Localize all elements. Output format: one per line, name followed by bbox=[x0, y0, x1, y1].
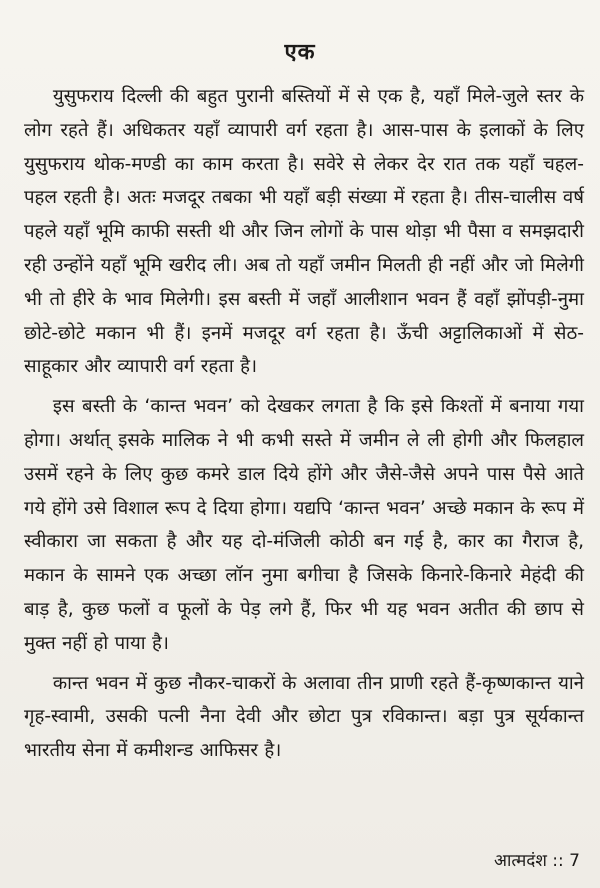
footer-separator: :: bbox=[552, 851, 564, 871]
paragraph-1: युसुफराय दिल्ली की बहुत पुरानी बस्तियों में से एक है, यहाँ मिले-जुले स्तर के लोग रहते हैं। अधिकतर यहाँ व्यापारी वर्ग रहता है। आस-पास के इलाकों के लिए युसुफराय थोक-मण्डी का काम करता है। सवेरे से लेकर देर रात तक यहाँ चहल-पहल रहती है। अतः मजदूर तबका भी यहाँ बड़ी संख्या में रहता है। तीस-चालीस वर्ष पहले यहाँ भूमि काफी सस्ती थी और जिन लोगों के पास थोड़ा भी पैसा व समझदारी रही उन्होंने यहाँ भूमि खरीद ली। अब तो यहाँ जमीन मिलती ही नहीं और जो मिलेगी भी तो हीरे के भाव मिलेगी। इस बस्ती में जहाँ आलीशान भवन हैं वहाँ झोंपड़ी-नुमा छोटे-छोटे मकान भी हैं। इनमें मजदूर वर्ग रहता है। ऊँची अट्टालिकाओं में सेठ-साहूकार और व्यापारी वर्ग रहता है। bbox=[24, 86, 584, 378]
paragraph-2: इस बस्ती के ‘कान्त भवन’ को देखकर लगता है कि इसे किश्तों में बनाया गया होगा। अर्थात् इसके मालिक ने भी कभी सस्ते में जमीन ले ली होगी और फिलहाल उसमें रहने के लिए कुछ कमरे डाल दिये होंगे और जैसे-जैसे अपने पास पैसे आते गये होंगे उसे विशाल रूप दे दिया होगा। यद्यपि ‘कान्त भवन’ अच्छे मकान के रूप में स्वीकारा जा सकता है और यह दो-मंजिली कोठी बन गई है, कार का गैराज है, मकान के सामने एक अच्छा लॉन नुमा बगीचा है जिसके किनारे-किनारे मेहंदी की बाड़ है, कुछ फलों व फूलों के पेड़ लगे हैं, फिर भी यह भवन अतीत की छाप से मुक्त नहीं हो पाया है। bbox=[24, 396, 584, 654]
paragraph-3: कान्त भवन में कुछ नौकर-चाकरों के अलावा तीन प्राणी रहते हैं-कृष्णकान्त याने गृह-स्वामी, उसकी पत्नी नैना देवी और छोटा पुत्र रविकान्त। बड़ा पुत्र सूर्यकान्त भारतीय सेना में कमीशन्ड आफिसर है। bbox=[24, 672, 584, 762]
chapter-title: एक bbox=[284, 40, 316, 65]
page-number: 7 bbox=[569, 851, 580, 871]
footer-book-title: आत्मदंश bbox=[493, 851, 547, 871]
page-footer bbox=[494, 848, 580, 871]
chapter-body bbox=[24, 80, 584, 768]
